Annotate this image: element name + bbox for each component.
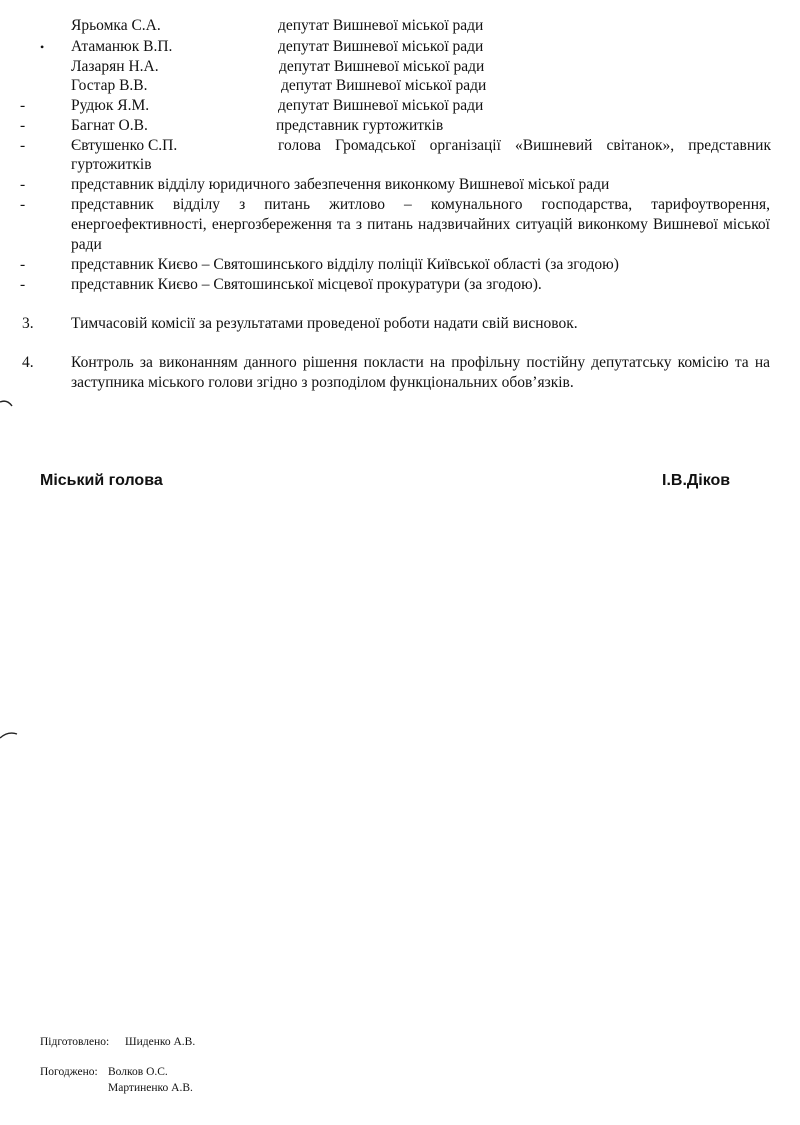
representative-item: представник відділу юридичного забезпечення виконкому Вишневої міської ради	[71, 176, 610, 193]
member-role: депутат Вишневої міської ради	[278, 38, 484, 55]
member-name: Рудюк Я.М.	[71, 97, 150, 114]
item-text: Тимчасовій комісії за результатами проведеної роботи надати свій висновок.	[71, 315, 578, 332]
member-role: депутат Вишневої міської ради	[278, 17, 484, 34]
agreed-label: Погоджено:	[40, 1066, 98, 1078]
scan-mark-top	[0, 398, 14, 412]
member-role: голова Громадської організації «Вишневий світанок», представник	[278, 137, 771, 154]
member-role: депутат Вишневої міської ради	[279, 58, 485, 75]
list-marker: -	[20, 97, 26, 114]
member-role: депутат Вишневої міської ради	[278, 97, 484, 114]
member-row	[0, 96, 800, 116]
scan-mark-bottom	[0, 729, 20, 743]
prepared-by-name: Шиденко А.В.	[125, 1036, 196, 1048]
list-marker: -	[20, 176, 26, 193]
list-marker: -	[20, 256, 26, 273]
member-role: представник гуртожитків	[276, 117, 444, 134]
agreed-name: Мартиненко А.В.	[108, 1082, 193, 1094]
member-name: Ярьомка С.А.	[71, 17, 161, 34]
item-number: 4.	[22, 354, 34, 371]
member-name: Гостар В.В.	[71, 77, 148, 94]
list-marker: -	[20, 276, 26, 293]
member-row	[0, 37, 800, 57]
member-name: Багнат О.В.	[71, 117, 148, 134]
representative-item: представник Києво – Святошинської місцевої прокуратури (за згодою).	[71, 276, 542, 293]
member-name: Атаманюк В.П.	[71, 38, 173, 55]
member-row	[0, 57, 800, 77]
item-text: Контроль за виконанням данного рішення покласти на профільну постійну депутатську комісію та на заступника міського голови згідно з розподілом функціональних обов’язків.	[71, 354, 770, 391]
member-row	[0, 16, 800, 36]
signature-name: І.В.Діков	[662, 472, 731, 489]
item-number: 3.	[22, 315, 34, 332]
member-row	[0, 116, 800, 136]
representative-item: представник Києво – Святошинського відділу поліції Київської області (за згодою)	[71, 256, 619, 273]
member-name: Євтушенко С.П.	[71, 137, 178, 154]
prepared-by-label: Підготовлено:	[40, 1036, 110, 1048]
signature-position: Міський голова	[40, 472, 163, 489]
list-marker: -	[20, 117, 26, 134]
member-role-continued: гуртожитків	[71, 156, 152, 173]
list-marker: -	[20, 196, 26, 213]
member-row	[0, 76, 800, 96]
representative-item: представник відділу з питань житлово – комунального господарства, тарифоутворення, енергоефективності, енергозбереження та з питань надзвичайних ситуацій виконкому Вишневої міської ради	[71, 196, 770, 253]
list-marker: -	[20, 137, 26, 154]
agreed-name: Волков О.С.	[108, 1066, 168, 1078]
member-role: депутат Вишневої міської ради	[281, 77, 487, 94]
list-marker: •	[40, 40, 45, 54]
member-name: Лазарян Н.А.	[71, 58, 159, 75]
